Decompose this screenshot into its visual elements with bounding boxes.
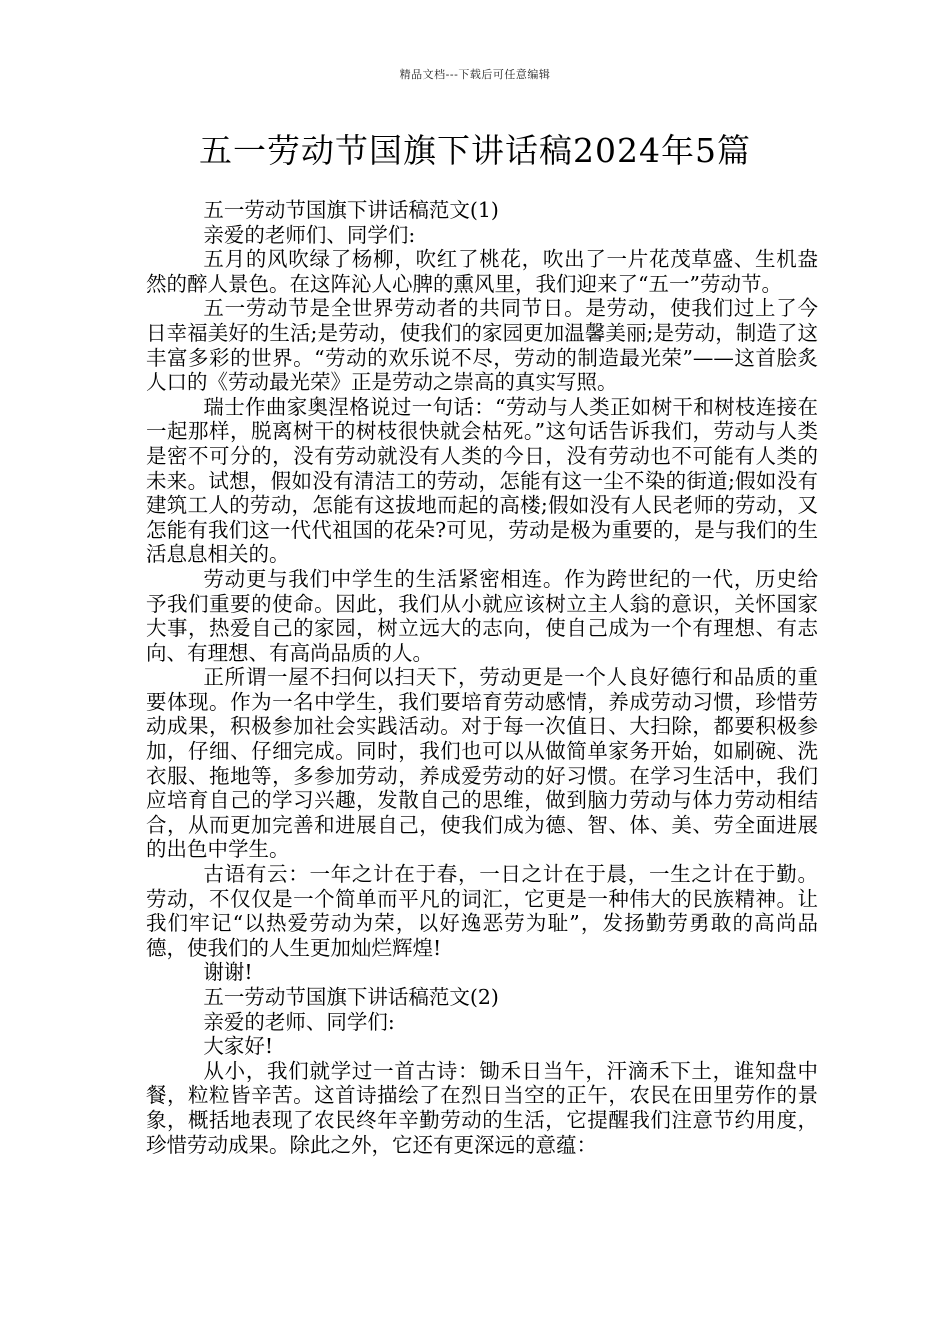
paragraph: 古语有云：一年之计在于春，一日之计在于晨，一生之计在于勤。劳动，不仅仅是一个简单而平凡的词汇，它更是一种伟大的民族精神。让我们牢记“以热爱劳动为荣，以好逸恶劳为耻”，发扬勤劳勇敢的高尚品德，使我们的人生更加灿烂辉煌! [146, 862, 818, 960]
paragraph: 正所谓一屋不扫何以扫天下，劳动更是一个人良好德行和品质的重要体现。作为一名中学生，我们要培育劳动感情，养成劳动习惯，珍惜劳动成果，积极参加社会实践活动。对于每一次值日、大扫除，都要积极参加，仔细、仔细完成。同时，我们也可以从做简单家务开始，如刷碗、洗衣服、拖地等，多参加劳动，养成爱劳动的好习惯。在学习生活中，我们应培育自己的学习兴趣，发散自己的思维，做到脑力劳动与体力劳动相结合，从而更加完善和进展自己，使我们成为德、智、体、美、劳全面进展的出色中学生。 [146, 665, 818, 862]
paragraph: 五月的风吹绿了杨柳，吹红了桃花，吹出了一片花茂草盛、生机盎然的醉人景色。在这阵沁人心脾的熏风里，我们迎来了“五一”劳动节。 [146, 247, 818, 296]
paragraph: 瑞士作曲家奥涅格说过一句话：“劳动与人类正如树干和树枝连接在一起那样，脱离树干的树枝很快就会枯死。”这句话告诉我们，劳动与人类是密不可分的，没有劳动就没有人类的今日，没有劳动也不可能有人类的未来。试想，假如没有清洁工的劳动，怎能有这一尘不染的街道;假如没有建筑工人的劳动，怎能有这拔地而起的高楼;假如没有人民老师的劳动，又怎能有我们这一代代祖国的花朵?可见，劳动是极为重要的，是与我们的生活息息相关的。 [146, 394, 818, 567]
paragraph: 从小，我们就学过一首古诗：锄禾日当午，汗滴禾下土，谁知盘中餐，粒粒皆辛苦。这首诗描绘了在烈日当空的正午，农民在田里劳作的景象，概括地表现了农民终年辛勤劳动的生活，它提醒我们注意节约用度，珍惜劳动成果。除此之外，它还有更深远的意蕴： [146, 1058, 818, 1157]
document-body [146, 198, 818, 1157]
salutation: 亲爱的老师们、同学们: [203, 222, 416, 247]
section-heading-2: 五一劳动节国旗下讲话稿范文(2) [203, 985, 499, 1009]
greeting: 大家好! [203, 1034, 274, 1059]
section-heading-1: 五一劳动节国旗下讲话稿范文(1) [203, 198, 499, 222]
document-title: 五一劳动节国旗下讲话稿2024年5篇 [199, 131, 751, 170]
header-note: 精品文档---下载后可任意编辑 [399, 68, 551, 81]
paragraph: 劳动更与我们中学生的生活紧密相连。作为跨世纪的一代，历史给予我们重要的使命。因此，我们从小就应该树立主人翁的意识，关怀国家大事，热爱自己的家园，树立远大的志向，使自己成为一个有理想、有志向、有理想、有高尚品质的人。 [146, 566, 818, 665]
paragraph: 五一劳动节是全世界劳动者的共同节日。是劳动，使我们过上了今日幸福美好的生活;是劳动，使我们的家园更加温馨美丽;是劳动，制造了这丰富多彩的世界。“劳动的欢乐说不尽，劳动的制造最光荣”——这首脍炙人口的《劳动最光荣》正是劳动之崇高的真实写照。 [146, 296, 818, 395]
closing-thanks: 谢谢! [203, 960, 253, 985]
salutation: 亲爱的老师、同学们: [203, 1009, 395, 1034]
